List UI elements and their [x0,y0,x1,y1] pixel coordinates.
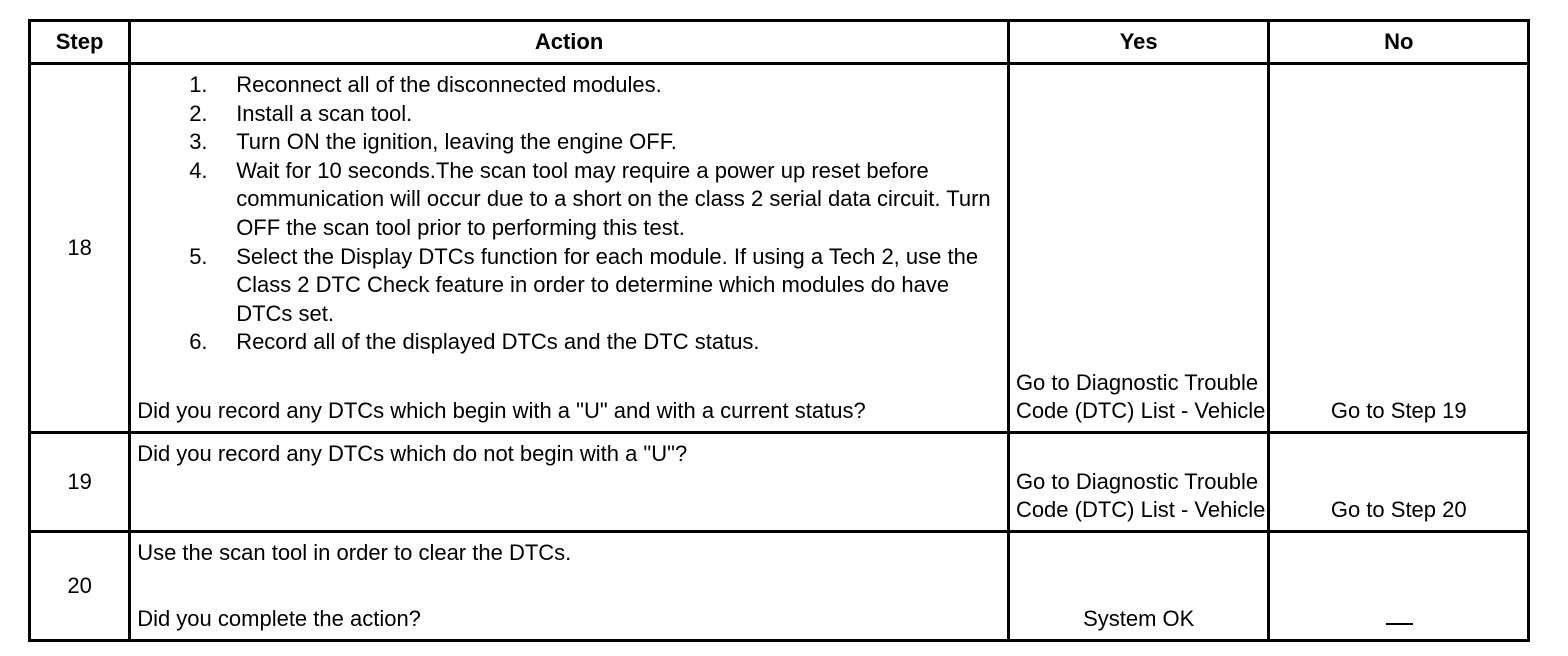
no-cell [1269,64,1529,433]
table-row [30,532,1529,641]
list-item-number: 4. [189,157,208,183]
action-steps-list [131,71,1007,357]
list-item-text: Record all of the displayed DTCs and the DTC status. [236,329,760,355]
header-action: Action [130,21,1009,64]
table-row [30,433,1529,532]
action-cell [130,532,1009,641]
question-text: Did you record any DTCs which do not begin with a "U"? [137,441,688,466]
list-item-number: 3. [189,129,208,155]
list-item [131,128,1007,157]
step-number: 20 [30,532,130,641]
header-yes: Yes [1008,21,1269,64]
yes-result: System OK [1083,606,1195,632]
list-item-text: Reconnect all of the disconnected modules. [236,72,662,97]
list-item-text: Turn ON the ignition, leaving the engine OFF. [236,129,677,155]
yes-result: Go to Diagnostic Trouble Code (DTC) List - Vehicle [1015,468,1266,523]
no-cell [1269,433,1529,532]
list-item [131,100,1007,129]
list-item-number: 1. [189,72,208,97]
list-item-text: Select the Display DTCs function for each module. If using a Tech 2, use the Class 2 DTC Check feature in order to determine which modules do have DTCs set. [236,243,979,326]
question-text: Did you complete the action? [137,606,421,632]
yes-cell [1008,64,1269,433]
yes-cell [1008,532,1269,641]
question-text: Did you record any DTCs which begin with a "U" and with a current status? [137,398,866,424]
list-item [131,328,1007,357]
list-item [131,243,1007,329]
no-result-dash [1386,623,1413,625]
no-cell [1269,532,1529,641]
action-cell [130,64,1009,433]
list-item-number: 6. [189,329,208,355]
no-result: Go to Step 20 [1330,497,1467,523]
action-cell [130,433,1009,532]
table-row [30,64,1529,433]
no-result: Go to Step 19 [1330,398,1467,424]
list-item-text: Wait for 10 seconds.The scan tool may require a power up reset before communication will occur due to a short on the class 2 serial data circuit. Turn OFF the scan tool prior to performing this test. [236,157,991,240]
step-number: 18 [30,64,130,433]
instruction-text: Use the scan tool in order to clear the DTCs. [137,540,572,565]
list-item-number: 2. [189,100,208,126]
yes-cell [1008,433,1269,532]
header-row [30,21,1529,64]
list-item [131,157,1007,243]
header-step: Step [30,21,130,64]
step-number: 19 [30,433,130,532]
yes-result: Go to Diagnostic Trouble Code (DTC) List - Vehicle [1015,369,1266,424]
header-no: No [1269,21,1529,64]
diagnostic-table [28,19,1530,642]
list-item-number: 5. [189,243,208,269]
list-item-text: Install a scan tool. [236,100,413,126]
list-item [131,71,1007,100]
